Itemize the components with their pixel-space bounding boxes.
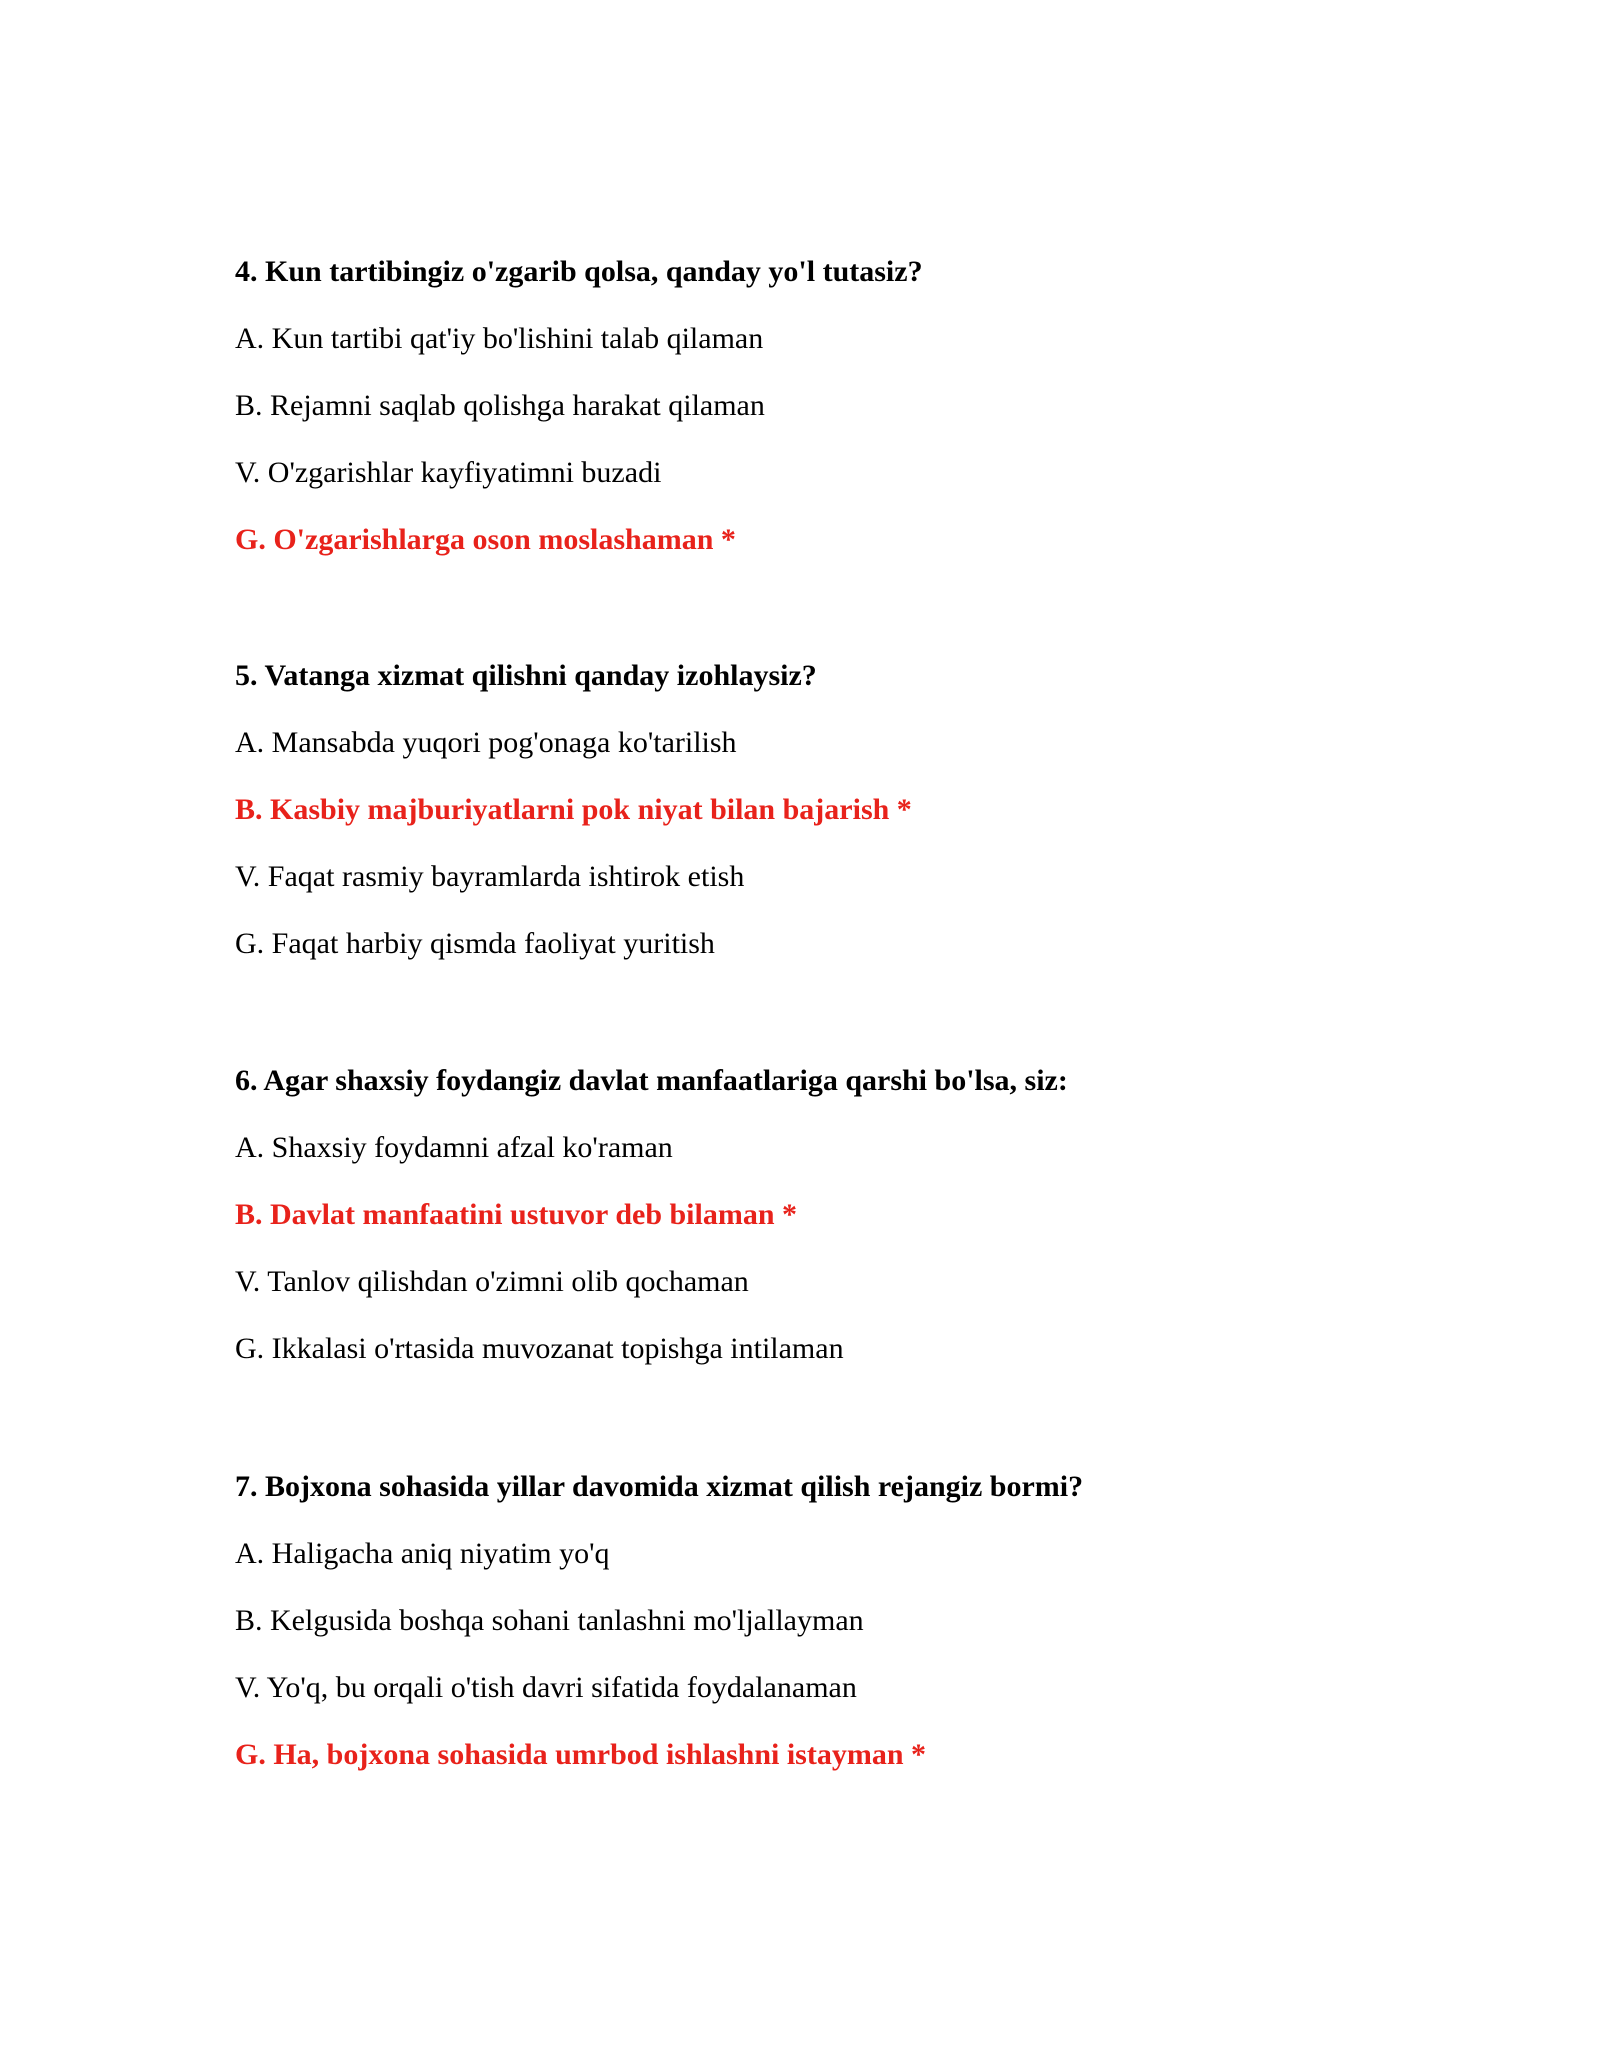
answer-option-correct: G. O'zgarishlarga oson moslashaman * — [235, 523, 736, 556]
answer-option: A. Mansabda yuqori pog'onaga ko'tarilish — [235, 726, 737, 759]
answer-option: V. O'zgarishlar kayfiyatimni buzadi — [235, 456, 662, 489]
question-4 — [235, 254, 1435, 558]
question-title: 6. Agar shaxsiy foydangiz davlat manfaatlariga qarshi bo'lsa, siz: — [235, 1064, 1068, 1097]
answer-option: G. Faqat harbiy qismda faoliyat yuritish — [235, 927, 715, 960]
answer-option: V. Yo'q, bu orqali o'tish davri sifatida foydalanaman — [235, 1671, 857, 1704]
answer-option: G. Ikkalasi o'rtasida muvozanat topishga intilaman — [235, 1332, 844, 1365]
answer-option-correct: B. Kasbiy majburiyatlarni pok niyat bilan bajarish * — [235, 793, 912, 826]
question-7 — [235, 1469, 1435, 1773]
answer-option: B. Rejamni saqlab qolishga harakat qilaman — [235, 389, 765, 422]
question-title: 4. Kun tartibingiz o'zgarib qolsa, qanday yo'l tutasiz? — [235, 255, 923, 288]
answer-option: A. Haligacha aniq niyatim yo'q — [235, 1537, 610, 1570]
answer-option: A. Kun tartibi qat'iy bo'lishini talab qilaman — [235, 322, 764, 355]
answer-option: A. Shaxsiy foydamni afzal ko'raman — [235, 1131, 673, 1164]
answer-option: V. Tanlov qilishdan o'zimni olib qochaman — [235, 1265, 749, 1298]
answer-option-correct: B. Davlat manfaatini ustuvor deb bilaman * — [235, 1198, 798, 1231]
question-5 — [235, 658, 1435, 962]
question-title: 7. Bojxona sohasida yillar davomida xizmat qilish rejangiz bormi? — [235, 1470, 1084, 1503]
answer-option: B. Kelgusida boshqa sohani tanlashni mo'ljallayman — [235, 1604, 864, 1637]
question-6 — [235, 1063, 1435, 1367]
question-title: 5. Vatanga xizmat qilishni qanday izohlaysiz? — [235, 659, 817, 692]
answer-option: V. Faqat rasmiy bayramlarda ishtirok etish — [235, 860, 745, 893]
answer-option-correct: G. Ha, bojxona sohasida umrbod ishlashni istayman * — [235, 1738, 927, 1771]
